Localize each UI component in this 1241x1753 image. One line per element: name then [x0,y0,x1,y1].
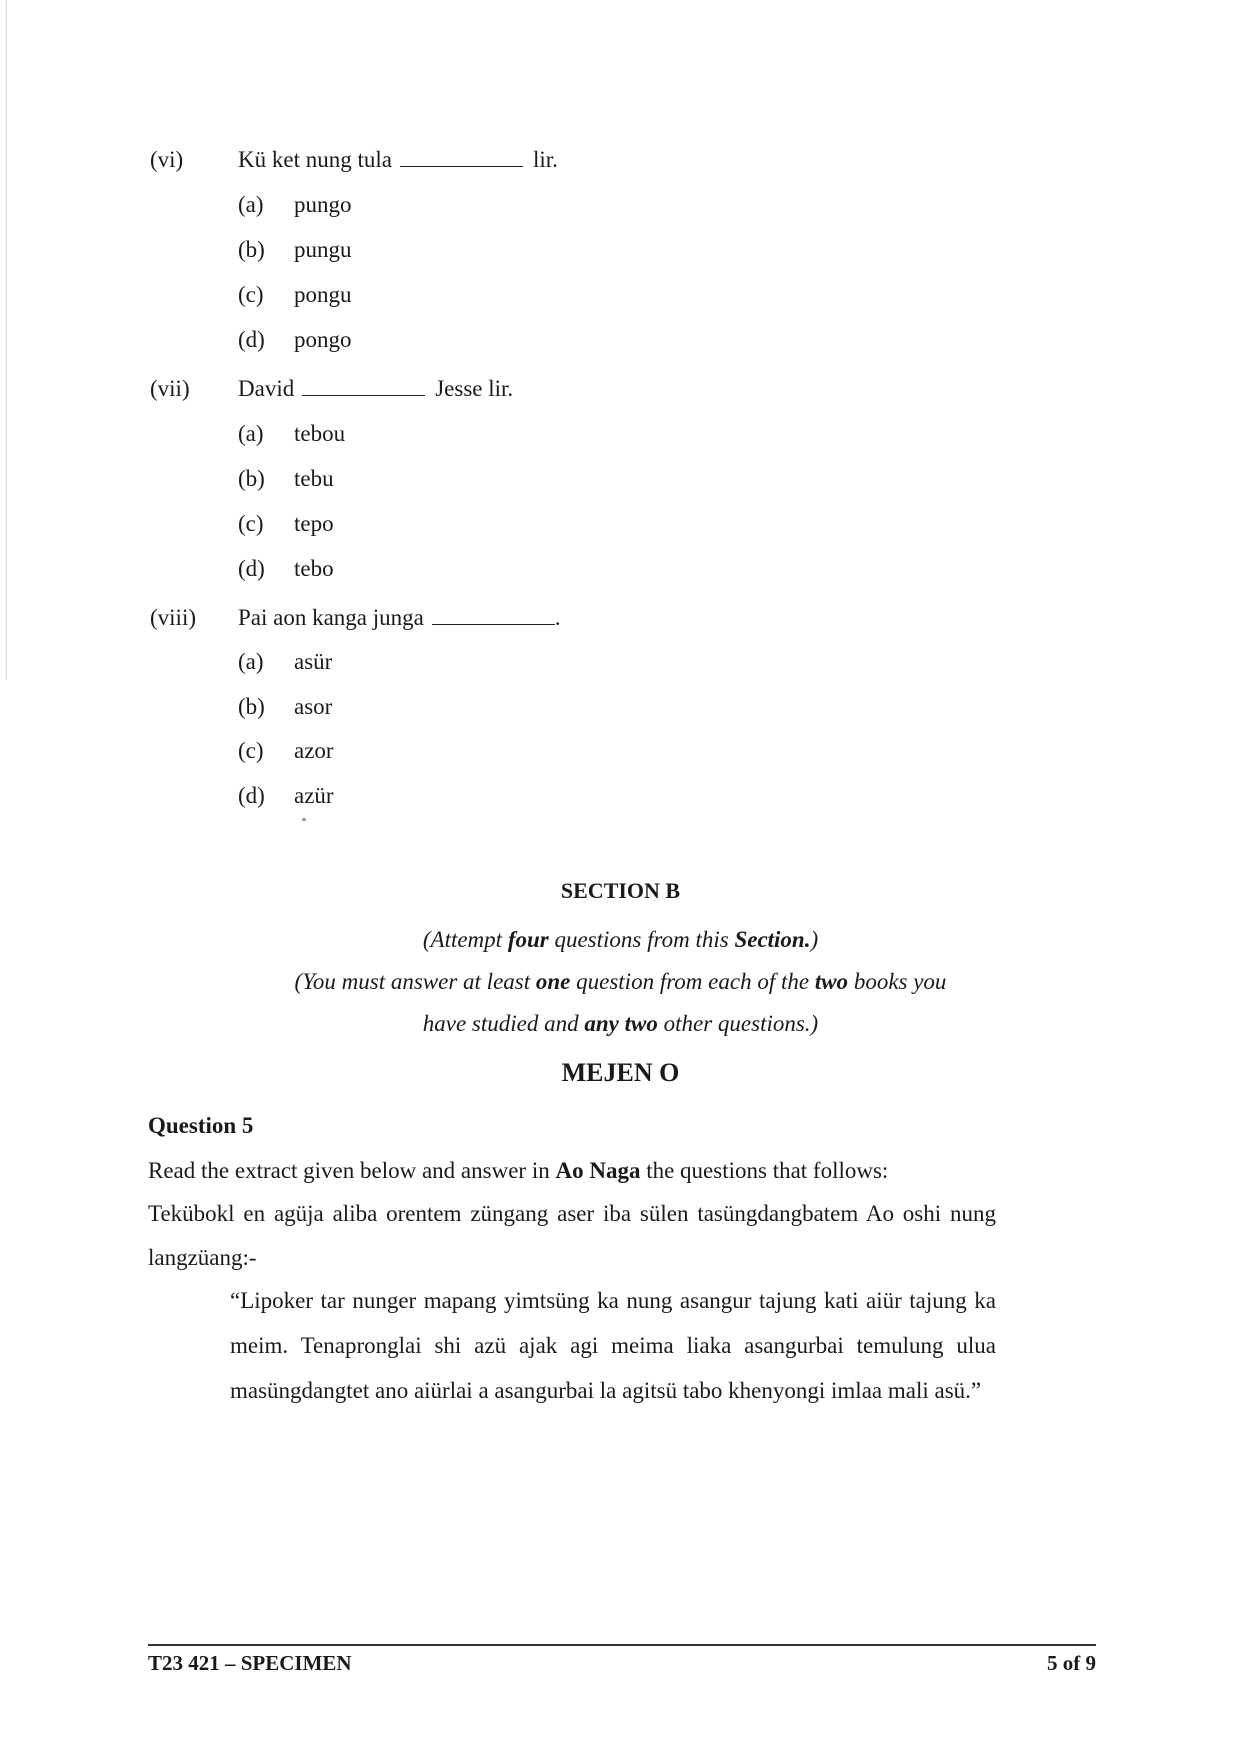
question-heading: Question 5 [148,1113,254,1138]
option-label: (c) [238,511,264,536]
instr-text: the questions that follows: [640,1158,889,1183]
answer-blank [432,604,555,625]
option-text: pongu [294,282,352,307]
footer-rule [148,1644,1096,1646]
page-number: 5 of 9 [1047,1651,1096,1675]
extract-quote: “Lipoker tar nunger mapang yimtsüng ka nung asangur tajung kati aiür tajung ka meim. Tenapronglai shi azü ajak agi meima liaka asangurbai temulung ulua masüngdangtet ano aiürlai a asangurbai la agitsü tabo khenyongi imlaa mali asü.” [230,1288,996,1403]
instr-text: questions from this [548,927,735,952]
section-instruction [0,926,1241,954]
instr-emphasis: four [507,927,549,952]
question-number: (vi) [150,147,184,172]
section-instruction [0,968,1241,996]
option-text: pungo [294,192,352,217]
instr-emphasis: Section. [734,927,811,952]
option-text: azür [294,783,334,808]
option-label: (d) [238,556,265,581]
question-stem [238,375,513,403]
instr-text: Read the extract given below and answer in [148,1158,556,1183]
instr-text: (You must answer at least [294,969,536,994]
instr-text: (Attempt [422,927,508,952]
option-label: (c) [238,738,264,763]
option-label: (b) [238,466,265,491]
instr-emphasis: one [535,969,571,994]
stem-text: lir. [532,147,558,172]
instr-emphasis: any two [584,1011,658,1036]
instr-text: books you [848,969,947,994]
question-instruction [148,1149,996,1193]
option-label: (d) [238,327,265,352]
answer-blank [302,375,425,396]
section-instruction [0,1010,1241,1038]
question-number: (vii) [150,376,190,401]
option-text: azor [294,738,334,763]
option-text: tepo [294,511,334,536]
stem-text: . [554,605,561,630]
answer-blank [400,146,523,167]
option-label: (a) [238,192,264,217]
instr-text: ) [810,927,819,952]
option-label: (b) [238,694,265,719]
option-label: (a) [238,421,264,446]
question-stem [238,604,561,632]
option-text: asor [294,694,333,719]
stem-text: Pai aon kanga junga [238,605,424,630]
stem-text: Jesse lir. [435,376,514,401]
stem-text: Kü ket nung tula [238,147,392,172]
option-label: (a) [238,649,264,674]
option-text: tebu [294,466,334,491]
question-stem [238,146,558,174]
instr-text: other questions.) [657,1011,819,1036]
option-text: pungu [294,237,352,262]
section-title: SECTION B [560,878,681,903]
instr-emphasis: two [814,969,849,994]
paper-code: T23 421 – SPECIMEN [148,1651,352,1675]
question-prompt: Tekübokl en agüja aliba orentem züngang aser iba sülen tasüngdangbatem Ao oshi nung langzüang:- [148,1201,996,1270]
option-text: pongo [294,327,352,352]
option-text: tebo [294,556,334,581]
option-label: (c) [238,282,264,307]
instr-text: have studied and [422,1011,585,1036]
book-title: MEJEN O [561,1058,680,1087]
instr-text: question from each of the [570,969,815,994]
option-label: (b) [238,237,265,262]
option-text: asür [294,649,333,674]
question-number: (viii) [150,605,196,630]
option-text: tebou [294,421,346,446]
language-name: Ao Naga [555,1158,641,1183]
page-edge [6,0,7,680]
option-label: (d) [238,783,265,808]
stem-text: David [238,376,295,401]
scan-speck [302,818,306,821]
